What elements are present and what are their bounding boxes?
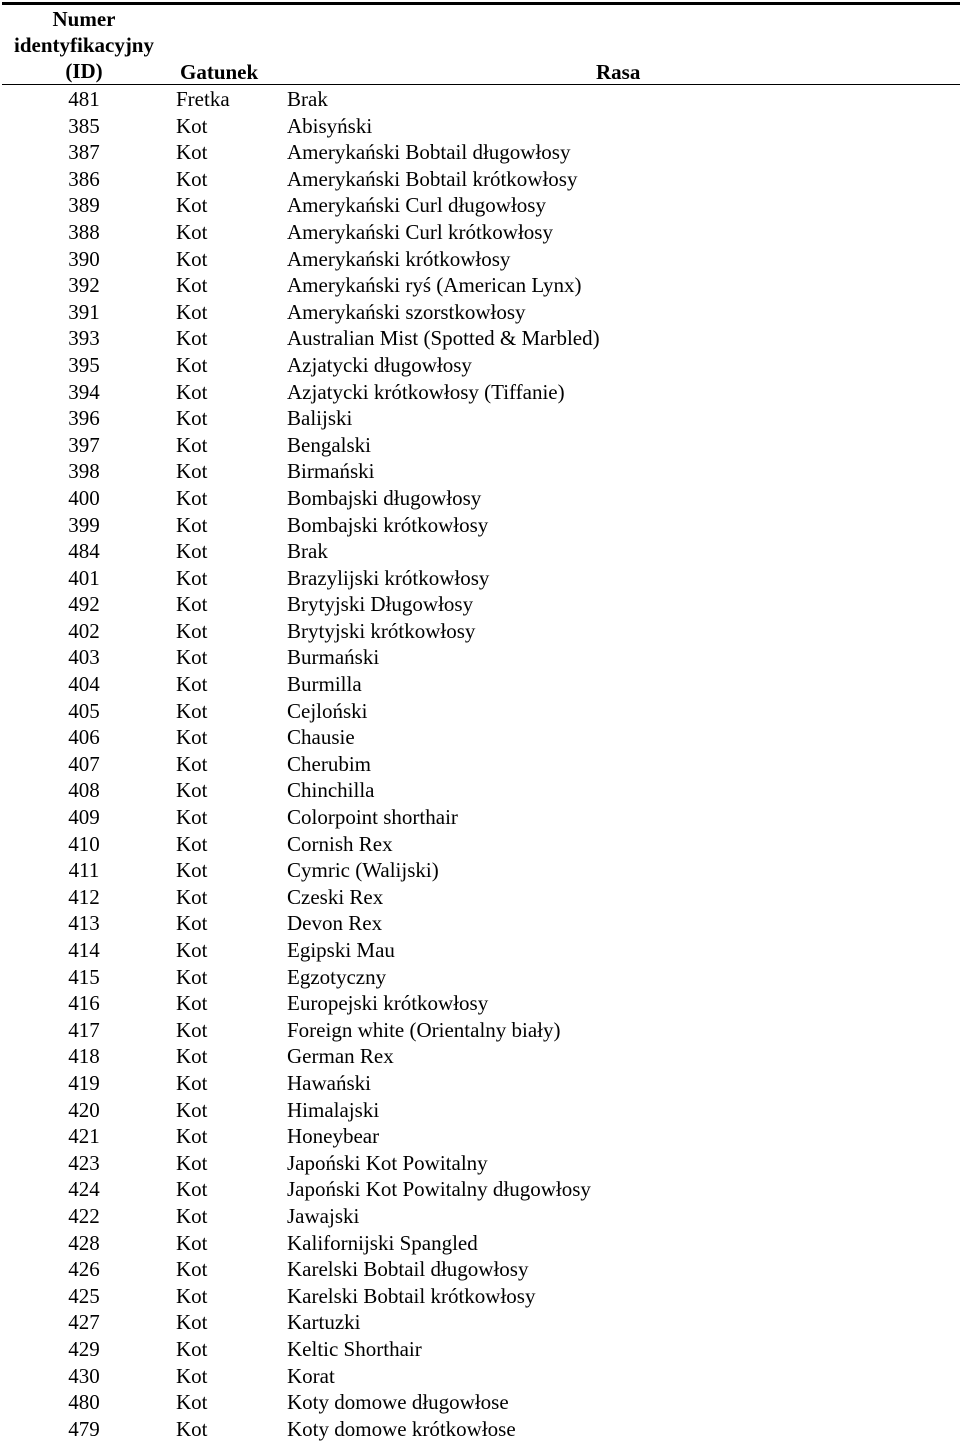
table-row — [0, 1389, 960, 1416]
cell-id: 479 — [68, 1416, 100, 1441]
cell-rasa: Himalajski — [287, 1097, 380, 1122]
table-row — [0, 113, 960, 140]
cell-rasa: Japoński Kot Powitalny długowłosy — [287, 1177, 591, 1202]
cell-rasa: Keltic Shorthair — [287, 1336, 422, 1361]
cell-gatunek: Kot — [176, 379, 208, 404]
header-gatunek: Gatunek — [180, 60, 259, 84]
cell-id: 399 — [68, 512, 100, 537]
cell-id: 394 — [68, 379, 100, 404]
table-row — [0, 618, 960, 645]
cell-id: 391 — [68, 299, 100, 324]
cell-id: 405 — [68, 698, 100, 723]
cell-gatunek: Kot — [176, 991, 208, 1016]
cell-id: 480 — [68, 1390, 100, 1415]
cell-gatunek: Kot — [176, 406, 208, 431]
cell-id: 425 — [68, 1283, 100, 1308]
cell-gatunek: Kot — [176, 1150, 208, 1175]
cell-id: 398 — [68, 459, 100, 484]
cell-gatunek: Kot — [176, 352, 208, 377]
table-row — [0, 485, 960, 512]
table-row — [0, 751, 960, 778]
cell-id: 414 — [68, 938, 100, 962]
cell-gatunek: Kot — [176, 1044, 208, 1069]
table-row — [0, 565, 960, 592]
cell-gatunek: Kot — [176, 485, 208, 510]
table-row — [0, 352, 960, 379]
cell-rasa: Korat — [287, 1363, 335, 1388]
table-row — [0, 1416, 960, 1442]
cell-gatunek: Kot — [176, 778, 208, 803]
cell-gatunek: Kot — [176, 246, 208, 271]
cell-gatunek: Kot — [176, 964, 208, 989]
cell-gatunek: Kot — [176, 1416, 208, 1441]
table-row — [0, 192, 960, 219]
table-row — [0, 1150, 960, 1177]
cell-gatunek: Kot — [176, 512, 208, 537]
cell-rasa: Bombajski krótkowłosy — [287, 512, 489, 537]
table-row — [0, 857, 960, 884]
cell-gatunek: Fretka — [176, 87, 230, 111]
table-row — [0, 219, 960, 246]
cell-id: 410 — [68, 831, 100, 856]
cell-id: 492 — [68, 592, 100, 617]
cell-id: 420 — [68, 1097, 100, 1122]
cell-rasa: Cherubim — [287, 751, 371, 776]
table-row — [0, 139, 960, 166]
cell-id: 408 — [68, 778, 100, 803]
cell-gatunek: Kot — [176, 1203, 208, 1228]
cell-rasa: Cornish Rex — [287, 831, 393, 856]
cell-id: 406 — [68, 725, 100, 750]
cell-id: 389 — [68, 193, 100, 218]
table-row — [0, 538, 960, 565]
cell-rasa: Birmański — [287, 459, 375, 484]
header-id-line2: identyfikacyjny — [13, 33, 154, 57]
cell-rasa: Cejloński — [287, 698, 368, 723]
cell-gatunek: Kot — [176, 1363, 208, 1388]
table-row — [0, 1017, 960, 1044]
cell-id: 421 — [68, 1124, 100, 1149]
cell-id: 430 — [68, 1363, 100, 1388]
cell-gatunek: Kot — [176, 1124, 208, 1149]
cell-rasa: Amerykański Curl długowłosy — [287, 193, 546, 218]
cell-id: 412 — [68, 884, 100, 909]
cell-id: 402 — [68, 618, 100, 643]
cell-gatunek: Kot — [176, 1336, 208, 1361]
cell-id: 423 — [68, 1150, 100, 1175]
cell-rasa: Colorpoint shorthair — [287, 805, 458, 830]
cell-gatunek: Kot — [176, 299, 208, 324]
table-row — [0, 405, 960, 432]
cell-rasa: Burmański — [287, 645, 380, 670]
cell-rasa: Cymric (Walijski) — [287, 858, 439, 883]
table-row — [0, 724, 960, 751]
header-rasa: Rasa — [596, 60, 641, 84]
cell-gatunek: Kot — [176, 113, 208, 138]
table-row — [0, 591, 960, 618]
cell-rasa: Czeski Rex — [287, 884, 384, 909]
cell-gatunek: Kot — [176, 1390, 208, 1415]
cell-rasa: Kalifornijski Spangled — [287, 1230, 478, 1255]
cell-id: 404 — [68, 672, 100, 697]
table-row — [0, 325, 960, 352]
cell-id: 393 — [68, 326, 100, 351]
cell-rasa: German Rex — [287, 1044, 394, 1069]
cell-gatunek: Kot — [176, 140, 208, 165]
cell-gatunek: Kot — [176, 938, 208, 962]
cell-rasa: Australian Mist (Spotted & Marbled) — [287, 326, 600, 351]
cell-gatunek: Kot — [176, 911, 208, 936]
table-row — [0, 458, 960, 485]
table-row — [0, 1043, 960, 1070]
cell-rasa: Amerykański Bobtail krótkowłosy — [287, 166, 578, 191]
cell-id: 396 — [68, 406, 100, 431]
cell-id: 392 — [68, 273, 100, 298]
cell-id: 424 — [68, 1177, 100, 1202]
cell-id: 400 — [68, 485, 100, 510]
cell-gatunek: Kot — [176, 1283, 208, 1308]
cell-id: 428 — [68, 1230, 100, 1255]
cell-gatunek: Kot — [176, 193, 208, 218]
table-row — [0, 1070, 960, 1097]
table-row — [0, 777, 960, 804]
header-id-line1: Numer — [52, 7, 116, 31]
cell-rasa: Jawajski — [287, 1203, 360, 1228]
cell-id: 409 — [68, 805, 100, 830]
cell-id: 415 — [68, 964, 100, 989]
cell-gatunek: Kot — [176, 725, 208, 750]
cell-gatunek: Kot — [176, 1310, 208, 1335]
cell-id: 388 — [68, 219, 100, 244]
table-row — [0, 246, 960, 273]
cell-gatunek: Kot — [176, 805, 208, 830]
cell-rasa: Foreign white (Orientalny biały) — [287, 1017, 561, 1042]
table-row — [0, 671, 960, 698]
cell-rasa: Chinchilla — [287, 778, 375, 803]
cell-gatunek: Kot — [176, 1017, 208, 1042]
cell-rasa: Brak — [287, 539, 328, 564]
cell-id: 403 — [68, 645, 100, 670]
table-row — [0, 1097, 960, 1124]
table-row — [0, 644, 960, 671]
cell-id: 416 — [68, 991, 100, 1016]
table-row — [0, 990, 960, 1017]
cell-rasa: Egipski Mau — [287, 938, 395, 962]
cell-id: 411 — [68, 858, 100, 883]
table-row — [0, 910, 960, 937]
table-row — [0, 1363, 960, 1390]
table-row — [0, 1203, 960, 1230]
cell-rasa: Karelski Bobtail krótkowłosy — [287, 1283, 536, 1308]
table-row — [0, 1230, 960, 1257]
table-row — [0, 698, 960, 725]
cell-rasa: Brytyjski krótkowłosy — [287, 618, 476, 643]
cell-rasa: Bengalski — [287, 432, 371, 457]
cell-gatunek: Kot — [176, 1070, 208, 1095]
cell-rasa: Balijski — [287, 406, 353, 431]
cell-id: 427 — [68, 1310, 100, 1335]
cell-id: 418 — [68, 1044, 100, 1069]
table-row — [0, 1283, 960, 1310]
table-row — [0, 299, 960, 326]
cell-rasa: Devon Rex — [287, 911, 383, 936]
table-row — [0, 1176, 960, 1203]
table-row — [0, 804, 960, 831]
cell-rasa: Europejski krótkowłosy — [287, 991, 489, 1016]
header-id-line3: (ID) — [65, 59, 103, 83]
cell-gatunek: Kot — [176, 219, 208, 244]
cell-rasa: Hawański — [287, 1070, 371, 1095]
cell-gatunek: Kot — [176, 698, 208, 723]
cell-rasa: Koty domowe długowłose — [287, 1390, 509, 1415]
cell-gatunek: Kot — [176, 273, 208, 298]
cell-rasa: Brak — [287, 87, 328, 111]
cell-gatunek: Kot — [176, 326, 208, 351]
table-row — [0, 379, 960, 406]
cell-rasa: Brazylijski krótkowłosy — [287, 565, 490, 590]
cell-rasa: Amerykański Curl krótkowłosy — [287, 219, 553, 244]
cell-gatunek: Kot — [176, 1097, 208, 1122]
cell-gatunek: Kot — [176, 592, 208, 617]
cell-id: 419 — [68, 1070, 100, 1095]
table-row — [0, 1309, 960, 1336]
table-row — [0, 166, 960, 193]
cell-rasa: Brytyjski Długowłosy — [287, 592, 474, 617]
cell-gatunek: Kot — [176, 645, 208, 670]
cell-rasa: Chausie — [287, 725, 355, 750]
cell-gatunek: Kot — [176, 1257, 208, 1282]
cell-rasa: Abisyński — [287, 113, 373, 138]
cell-id: 413 — [68, 911, 100, 936]
table-row — [0, 964, 960, 991]
cell-rasa: Amerykański szorstkowłosy — [287, 299, 526, 324]
cell-gatunek: Kot — [176, 751, 208, 776]
cell-id: 397 — [68, 432, 100, 457]
cell-gatunek: Kot — [176, 539, 208, 564]
cell-id: 390 — [68, 246, 100, 271]
cell-id: 387 — [68, 140, 100, 165]
header-rule — [2, 84, 960, 85]
cell-id: 426 — [68, 1257, 100, 1282]
cell-id: 386 — [68, 166, 100, 191]
table-row — [0, 1336, 960, 1363]
table-row — [0, 86, 960, 113]
cell-rasa: Bombajski długowłosy — [287, 485, 482, 510]
cell-gatunek: Kot — [176, 858, 208, 883]
cell-gatunek: Kot — [176, 672, 208, 697]
cell-rasa: Karelski Bobtail długowłosy — [287, 1257, 529, 1282]
table-row — [0, 272, 960, 299]
cell-gatunek: Kot — [176, 831, 208, 856]
table-row — [0, 1256, 960, 1283]
cell-rasa: Amerykański krótkowłosy — [287, 246, 511, 271]
cell-rasa: Burmilla — [287, 672, 362, 697]
cell-rasa: Kartuzki — [287, 1310, 361, 1335]
cell-rasa: Koty domowe krótkowłose — [287, 1416, 516, 1441]
cell-rasa: Azjatycki długowłosy — [287, 352, 472, 377]
cell-id: 481 — [68, 87, 100, 111]
table-row — [0, 432, 960, 459]
table-header — [0, 6, 960, 85]
cell-gatunek: Kot — [176, 1177, 208, 1202]
header-id — [0, 6, 168, 84]
top-rule — [2, 2, 960, 5]
cell-gatunek: Kot — [176, 459, 208, 484]
cell-gatunek: Kot — [176, 618, 208, 643]
table-row — [0, 831, 960, 858]
cell-id: 422 — [68, 1203, 100, 1228]
cell-id: 417 — [68, 1017, 100, 1042]
cell-rasa: Japoński Kot Powitalny — [287, 1150, 488, 1175]
cell-id: 484 — [68, 539, 100, 564]
cell-gatunek: Kot — [176, 432, 208, 457]
cell-gatunek: Kot — [176, 1230, 208, 1255]
cell-gatunek: Kot — [176, 565, 208, 590]
cell-rasa: Amerykański Bobtail długowłosy — [287, 140, 571, 165]
cell-id: 385 — [68, 113, 100, 138]
cell-rasa: Amerykański ryś (American Lynx) — [287, 273, 582, 298]
cell-id: 395 — [68, 352, 100, 377]
table-row — [0, 512, 960, 539]
cell-gatunek: Kot — [176, 166, 208, 191]
table-body — [0, 86, 960, 1442]
cell-rasa: Honeybear — [287, 1124, 380, 1149]
cell-id: 429 — [68, 1336, 100, 1361]
cell-gatunek: Kot — [176, 884, 208, 909]
cell-rasa: Egzotyczny — [287, 964, 387, 989]
table-row — [0, 1123, 960, 1150]
cell-id: 407 — [68, 751, 100, 776]
cell-rasa: Azjatycki krótkowłosy (Tiffanie) — [287, 379, 565, 404]
table-row — [0, 937, 960, 964]
cell-id: 401 — [68, 565, 100, 590]
table-row — [0, 884, 960, 911]
